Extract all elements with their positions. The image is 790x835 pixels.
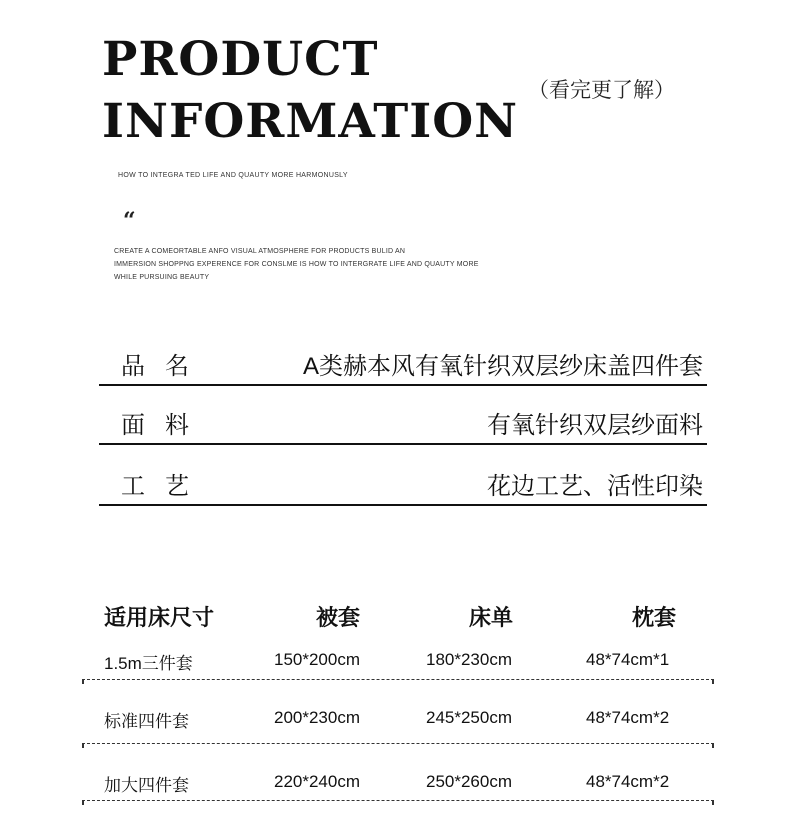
- row-divider: [82, 800, 714, 801]
- table-cell: 48*74cm*2: [586, 708, 670, 727]
- table-cell: 150*200cm: [274, 650, 361, 669]
- table-header-pillowcase: 枕套: [632, 605, 677, 630]
- info-row-craft: [99, 460, 707, 506]
- header-note: （看完更了解）: [528, 78, 675, 102]
- info-value: 花边工艺、活性印染: [487, 473, 703, 500]
- quote-mark: “: [123, 208, 136, 234]
- table-header-sheet: 床单: [469, 605, 514, 630]
- info-label: 面料: [121, 412, 209, 439]
- table-header-size: 适用床尺寸: [104, 605, 215, 630]
- row-divider: [82, 679, 714, 680]
- table-cell: 200*230cm: [274, 708, 361, 727]
- table-cell: 48*74cm*2: [586, 772, 670, 791]
- table-cell: 180*230cm: [426, 650, 513, 669]
- table-header-duvet: 被套: [316, 605, 361, 630]
- table-cell: 48*74cm*1: [586, 650, 670, 669]
- table-cell: 标准四件套: [104, 712, 189, 731]
- title-line-1: PRODUCT: [102, 32, 379, 87]
- info-row-name: [99, 340, 707, 386]
- table-cell: 220*240cm: [274, 772, 361, 791]
- info-value: 有氧针织双层纱面料: [487, 412, 703, 439]
- blurb-line: CREATE A COMEORTABLE ANFO VISUAL ATMOSPHERE FOR PRODUCTS BULID AN: [114, 248, 406, 255]
- table-cell: 1.5m三件套: [104, 654, 193, 673]
- blurb-line: WHILE PURSUING BEAUTY: [114, 274, 210, 281]
- blurb-line: IMMERSION SHOPPNG EXPERENCE FOR CONSLME IS HOW TO INTERGRATE LIFE AND QUAUTY MORE: [114, 261, 479, 268]
- table-cell: 245*250cm: [426, 708, 513, 727]
- title-line-2: INFORMATION: [102, 94, 519, 149]
- info-label: 品名: [121, 353, 209, 380]
- tagline: HOW TO INTEGRA TED LIFE AND QUAUTY MORE HARMONUSLY: [118, 172, 348, 179]
- table-cell: 250*260cm: [426, 772, 513, 791]
- info-label: 工艺: [121, 473, 209, 500]
- blurb-text: [114, 245, 479, 284]
- table-cell: 加大四件套: [104, 776, 189, 795]
- info-row-fabric: [99, 399, 707, 445]
- info-value: A类赫本风有氧针织双层纱床盖四件套: [302, 353, 703, 380]
- row-divider: [82, 743, 714, 744]
